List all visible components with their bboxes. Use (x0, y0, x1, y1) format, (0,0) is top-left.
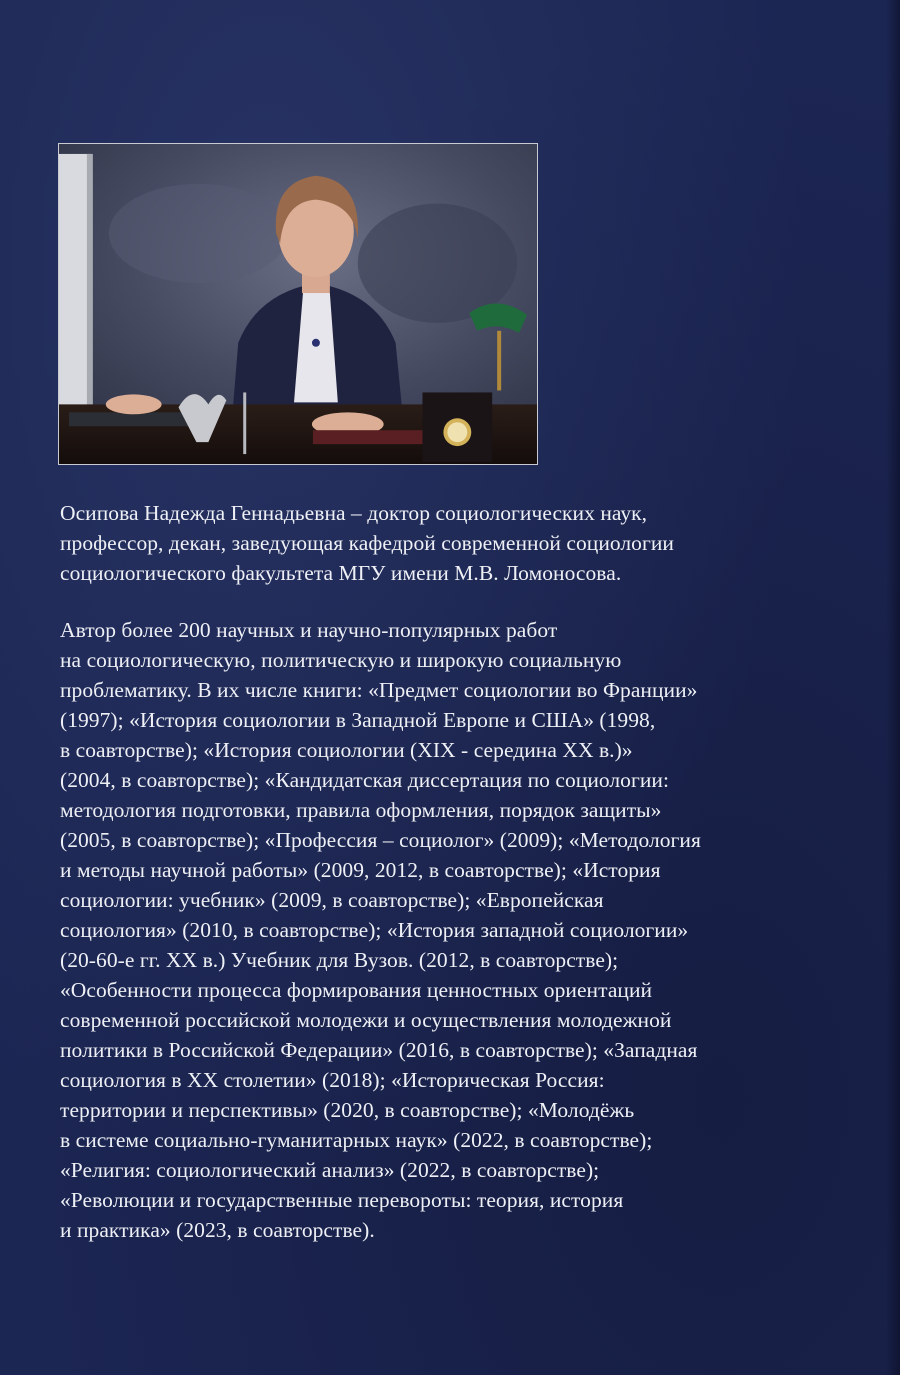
works-line: на социологическую, политическую и широкую социальную (60, 648, 622, 672)
author-bio (60, 498, 830, 588)
works-line: (2004, в соавторстве); «Кандидатская диссертация по социологии: (60, 768, 669, 792)
cover-edge-shadow (886, 0, 900, 1375)
works-line: «Особенности процесса формирования ценностных ориентаций (60, 978, 653, 1002)
author-photo (58, 143, 538, 465)
works-line: Автор более 200 научных и научно-популярных работ (60, 618, 558, 642)
works-line: (1997); «История социологии в Западной Европе и США» (1998, (60, 708, 656, 732)
works-line: «Религия: социологический анализ» (2022, в соавторстве); (60, 1158, 600, 1182)
author-photo-illustration (59, 144, 537, 464)
works-line: и практика» (2023, в соавторстве). (60, 1218, 375, 1242)
works-line: и методы научной работы» (2009, 2012, в соавторстве); «История (60, 858, 661, 882)
works-line: социологии: учебник» (2009, в соавторстве); «Европейская (60, 888, 604, 912)
works-line: «Революции и государственные перевороты: теория, история (60, 1188, 624, 1212)
works-line: в системе социально-гуманитарных наук» (2022, в соавторстве); (60, 1128, 653, 1152)
bio-line: социологического факультета МГУ имени М.В. Ломоносова. (60, 561, 622, 585)
works-line: методология подготовки, правила оформления, порядок защиты» (60, 798, 662, 822)
works-line: политики в Российской Федерации» (2016, в соавторстве); «Западная (60, 1038, 698, 1062)
author-works (60, 615, 830, 1245)
works-line: проблематику. В их числе книги: «Предмет социологии во Франции» (60, 678, 698, 702)
works-line: в соавторстве); «История социологии (XIX - середина XX в.)» (60, 738, 633, 762)
works-line: социология» (2010, в соавторстве); «История западной социологии» (60, 918, 689, 942)
bio-line: Осипова Надежда Геннадьевна – доктор социологических наук, (60, 501, 648, 525)
bio-line: профессор, декан, заведующая кафедрой современной социологии (60, 531, 674, 555)
works-line: социология в XX столетии» (2018); «Историческая Россия: (60, 1068, 605, 1092)
works-line: (20-60-е гг. XX в.) Учебник для Вузов. (2012, в соавторстве); (60, 948, 619, 972)
works-line: (2005, в соавторстве); «Профессия – социолог» (2009); «Методология (60, 828, 701, 852)
works-line: территории и перспективы» (2020, в соавторстве); «Молодёжь (60, 1098, 635, 1122)
works-line: современной российской молодежи и осуществления молодежной (60, 1008, 672, 1032)
